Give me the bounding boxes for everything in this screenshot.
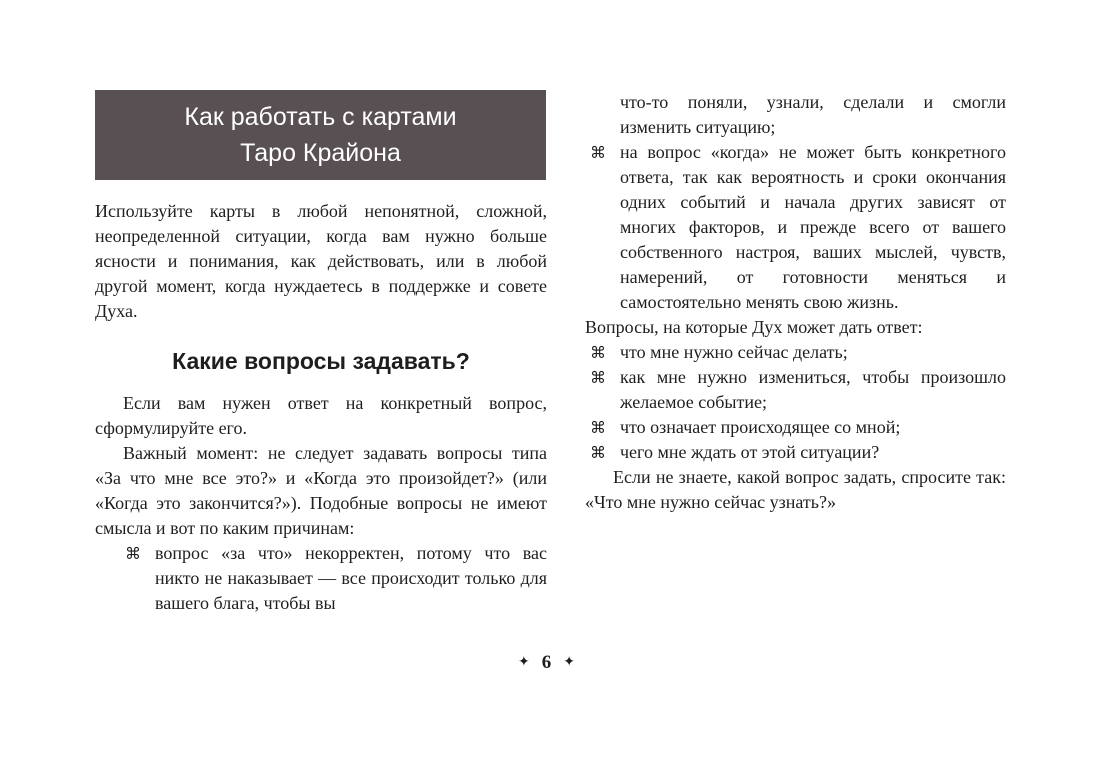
command-bullet-icon: ⌘ [590,443,606,462]
question-bullet-3 [585,415,1006,440]
bullet-text: что означает происходящее со мной; [620,417,901,437]
command-bullet-icon: ⌘ [590,418,606,437]
section-heading: Какие вопросы задавать? [172,348,470,374]
final-paragraph: Если не знаете, какой вопрос задать, спросите так: «Что мне нужно сейчас узнать?» [585,467,1006,512]
question-bullet-2 [585,365,1006,415]
right-column [585,90,1006,515]
bullet-item-kogda [585,140,1006,315]
page-footer [0,652,1093,674]
bullet-text: на вопрос «когда» не может быть конкретного ответа, так как вероятность и сроки окончания одних событий и начала других зависят от многих факторов, и прежде всего от вашего собственного настроя, ваших мыслей, чувств, намерений, от готовности меняться и самостоятельно менять свою жизнь. [620,142,1006,312]
bullet-text: что мне нужно сейчас делать; [620,342,848,362]
paragraph-important: Важный момент: не следует задавать вопросы типа «За что мне все это?» и «Когда это произойдет?» (или «Когда это закончится?»). Подобные вопросы не имеют смысла и вот по каким причинам: [95,443,547,538]
command-bullet-icon: ⌘ [125,544,141,563]
command-bullet-icon: ⌘ [590,143,606,162]
question-bullet-1 [585,340,1006,365]
questions-intro: Вопросы, на которые Дух может дать ответ: [585,317,923,337]
star-icon: ✦ [563,654,575,670]
command-bullet-icon: ⌘ [590,368,606,387]
bullet-text: вопрос «за что» некорректен, потому что вас никто не наказывает — все происходит только для вашего блага, чтобы вы [155,543,547,613]
bullet-text: чего мне ждать от этой ситуации? [620,442,880,462]
chapter-title-line1: Как работать с картами [184,103,457,131]
paragraph-question: Если вам нужен ответ на конкретный вопрос, сформулируйте его. [95,393,547,438]
chapter-header [95,90,546,180]
command-bullet-icon: ⌘ [590,343,606,362]
bullet-continuation: что-то поняли, узнали, сделали и смогли изменить ситуацию; [620,92,1006,137]
bullet-text: как мне нужно измениться, чтобы произошло желаемое событие; [620,367,1006,412]
bullet-item-za-chto [95,541,547,616]
star-icon: ✦ [518,654,530,670]
page-number: 6 [541,652,552,673]
question-bullet-4 [585,440,1006,465]
intro-paragraph: Используйте карты в любой непонятной, сложной, неопределенной ситуации, когда вам нужно больше ясности и понимания, как действовать, или в любой другой момент, когда нуждаетесь в поддержке и совете Духа. [95,201,547,321]
chapter-title-line2: Таро Крайона [240,139,401,167]
left-column [95,199,547,616]
